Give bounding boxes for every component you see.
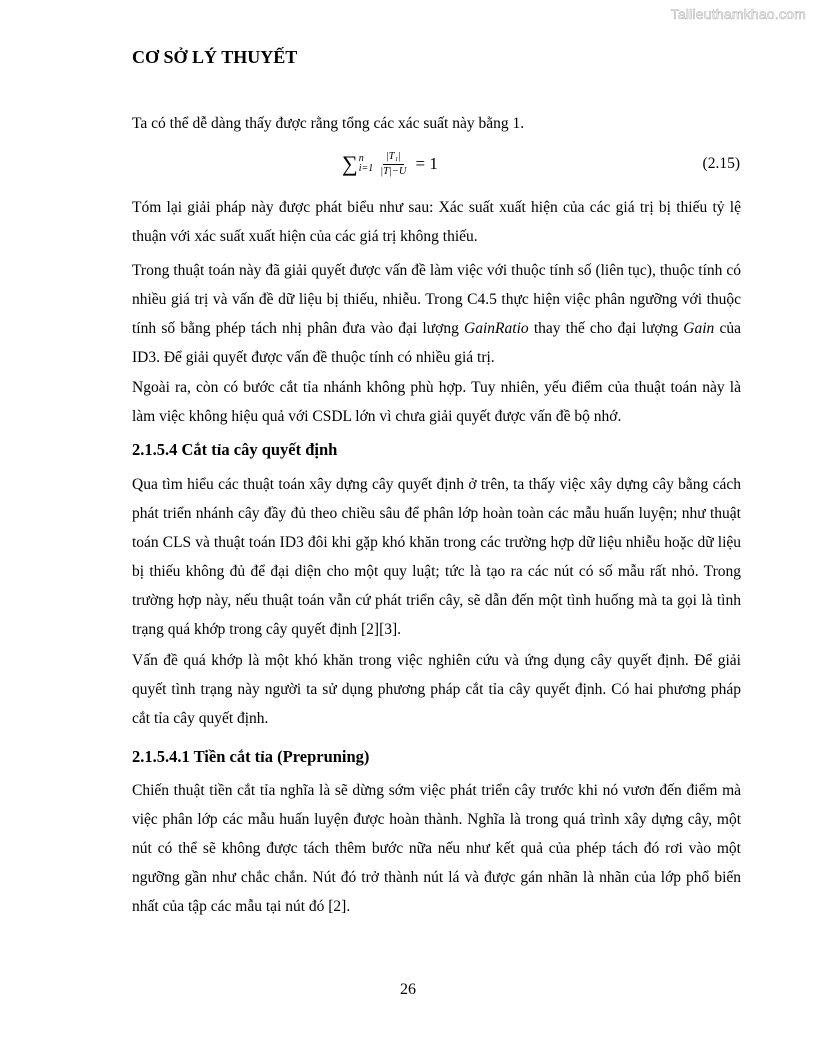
chapter-header: CƠ SỞ LÝ THUYẾT bbox=[132, 47, 298, 67]
sum-upper-limit: n bbox=[358, 153, 364, 164]
section-heading-prepruning: 2.1.5.4.1 Tiền cắt tỉa (Prepruning) bbox=[132, 747, 370, 766]
section-heading-pruning: 2.1.5.4 Cắt tỉa cây quyết định bbox=[132, 440, 338, 459]
sum-symbol: ∑ bbox=[342, 151, 358, 176]
paragraph-overfitting-problem: Vấn đề quá khớp là một khó khăn trong việc nghiên cứu và ứng dụng cây quyết định. Để giải quyết tình trạng này người ta sử dụng phương pháp cắt tỉa cây quyết định. Có hai phương pháp cắt tỉa cây quyết định. bbox=[132, 652, 741, 727]
fraction-numerator: |T₁| bbox=[383, 151, 404, 165]
paragraph-c45-text-2: thay thế cho đại lượng bbox=[528, 320, 684, 337]
equation-rhs: = 1 bbox=[415, 154, 438, 173]
paragraph-c45-text-1: Trong thuật toán này đã giải quyết được vấn đề làm việc với thuộc tính số (liên tục), thuộc tính có nhiều giá trị và vấn đề dữ liệu bị thiếu, nhiễu. Trong C4.5 thực hiện việc phân ngưỡng với thuộc tính số bằng phép tách nhị phân đưa vào đại lượng bbox=[132, 262, 741, 337]
paragraph-c45 bbox=[132, 256, 741, 372]
fraction-denominator: |T|−U bbox=[380, 165, 407, 177]
fraction bbox=[377, 151, 409, 178]
intro-paragraph: Ta có thể dễ dàng thấy được rằng tổng các xác suất này bằng 1. bbox=[132, 115, 525, 132]
paragraph-weakness: Ngoài ra, còn có bước cắt tỉa nhánh không phù hợp. Tuy nhiên, yếu điểm của thuật toán này là làm việc không hiệu quả với CSDL lớn vì chưa giải quyết được vấn đề bộ nhớ. bbox=[132, 379, 741, 425]
paragraph-summary: Tóm lại giải pháp này được phát biểu như sau: Xác suất xuất hiện của các giá trị bị thiếu tỷ lệ thuận với xác suất xuất hiện của các giá trị không thiếu. bbox=[132, 199, 741, 245]
gain-term: Gain bbox=[683, 320, 715, 337]
equation-2-15 bbox=[0, 144, 816, 184]
watermark: Tailieuthamkhao.com bbox=[670, 6, 806, 22]
paragraph-prepruning: Chiến thuật tiền cắt tỉa nghĩa là sẽ dừng sớm việc phát triển cây trước khi nó vươn đến điểm mà việc phân lớp các mẫu huấn luyện được hoàn thành. Nghĩa là trong quá trình xây dựng cây, một nút có thể sẽ không được tách thêm bước nữa nếu như kết quả của phép tách đó rơi vào một ngưỡng gần như chắc chắn. Nút đó trở thành nút lá và được gán nhãn là nhãn của lớp phổ biến nhất của tập các mẫu tại nút đó [2]. bbox=[132, 782, 741, 915]
equation-body bbox=[342, 144, 438, 184]
gainratio-term: GainRatio bbox=[464, 320, 529, 337]
paragraph-overfitting-intro: Qua tìm hiểu các thuật toán xây dựng cây quyết định ở trên, ta thấy việc xây dựng cây bằng cách phát triển nhánh cây đầy đủ theo chiều sâu để phân lớp hoàn toàn các mẫu huấn luyện; như thuật toán CLS và thuật toán ID3 đôi khi gặp khó khăn trong các trường hợp dữ liệu nhiễu hoặc dữ liệu bị thiếu không đủ để đại diện cho một quy luật; tức là tạo ra các nút có số mẫu rất nhỏ. Trong trường hợp này, nếu thuật toán vẫn cứ phát triển cây, sẽ dẫn đến một tình huống mà ta gọi là tình trạng quá khớp trong cây quyết định [2][3]. bbox=[132, 476, 741, 638]
page-number: 26 bbox=[400, 981, 416, 998]
sum-lower-limit: i=1 bbox=[358, 163, 374, 174]
equation-number: (2.15) bbox=[702, 155, 740, 172]
paragraph-c45-text-3: của ID3. Để giải quyết được vấn đề thuộc tính có nhiều giá trị. bbox=[132, 320, 742, 366]
sum-limits bbox=[359, 154, 374, 174]
